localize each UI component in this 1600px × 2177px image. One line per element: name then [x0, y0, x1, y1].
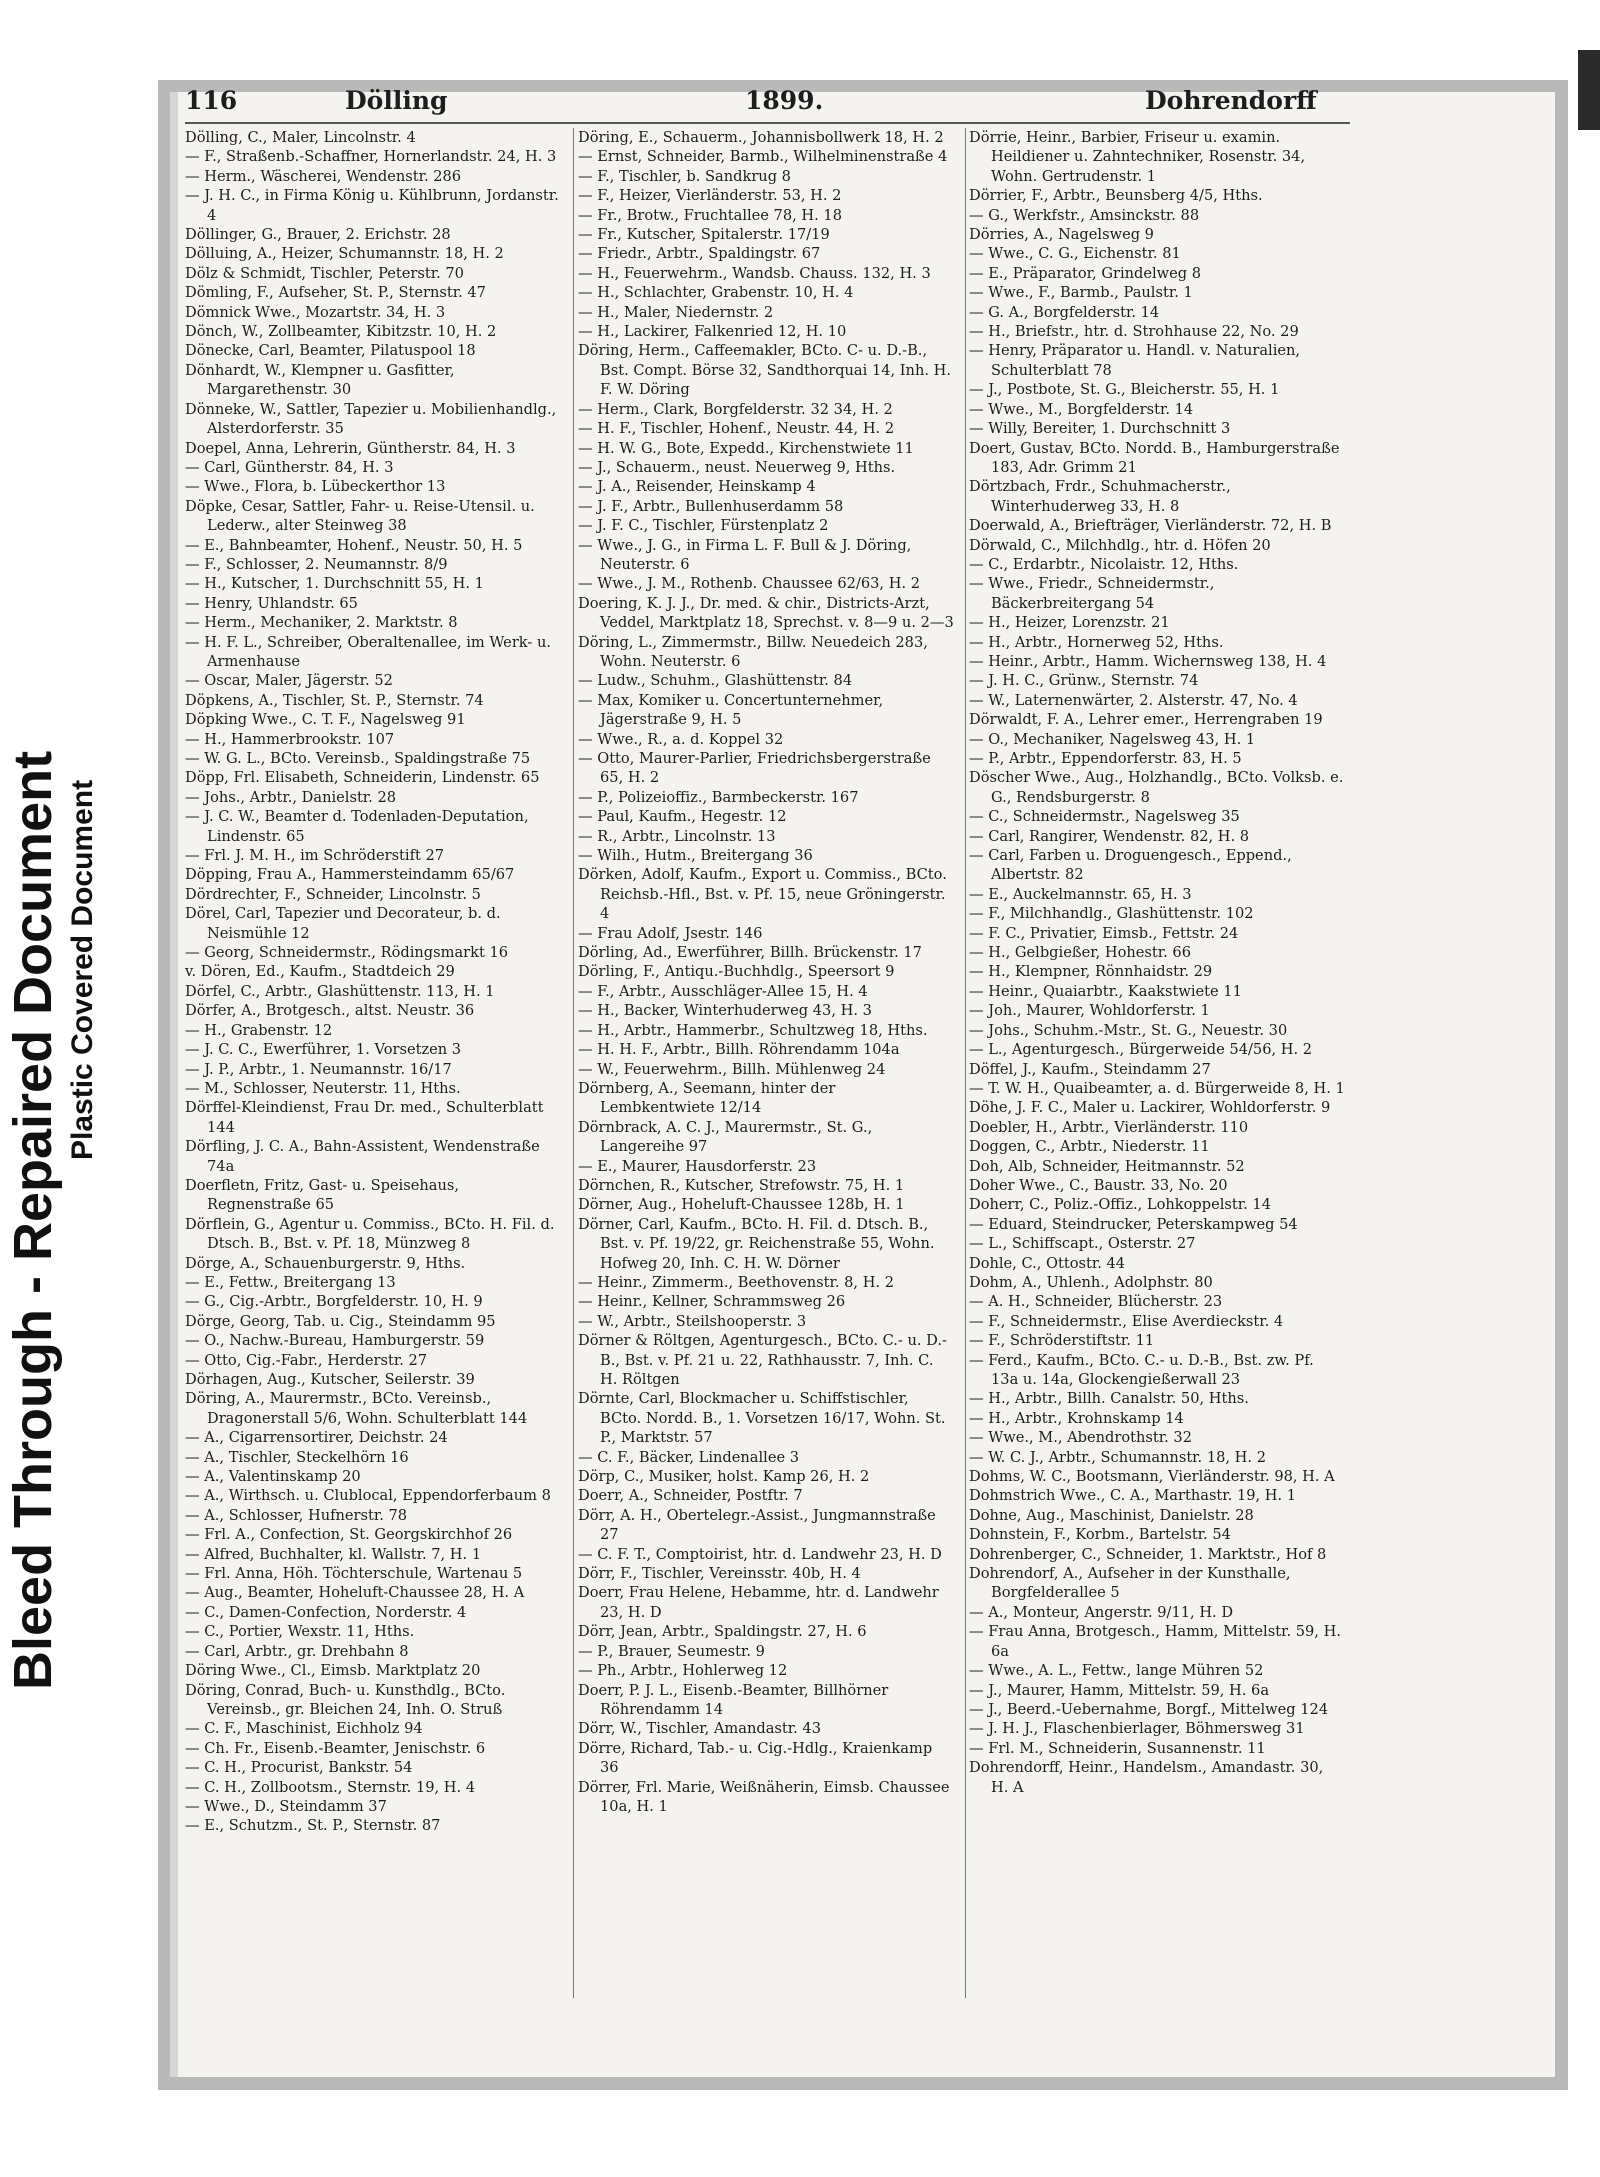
directory-entry: — H., Backer, Winterhuderweg 43, H. 3 [578, 1002, 872, 1020]
directory-entry: Doebler, H., Arbtr., Vierländerstr. 110 [969, 1118, 1249, 1136]
directory-entry: v. Dören, Ed., Kaufm., Stadtdeich 29 [185, 963, 455, 981]
directory-entry: Dönch, W., Zollbeamter, Kibitzstr. 10, H. 2 [185, 323, 497, 341]
directory-entry: Doepel, Anna, Lehrerin, Güntherstr. 84, H. 3 [185, 439, 516, 457]
directory-entry: Dörr, A. H., Obertelegr.-Assist., Jungmannstraße 27 [578, 1506, 936, 1544]
directory-entry: — W. G. L., BCto. Vereinsb., Spaldingstraße 75 [185, 750, 531, 767]
directory-entry: Dönneke, W., Sattler, Tapezier u. Mobilienhandlg., Alsterdorferstr. 35 [185, 400, 557, 438]
directory-entry: — J. F., Arbtr., Bullenhuserdamm 58 [578, 497, 844, 515]
directory-entry: Döffel, J., Kaufm., Steindamm 27 [969, 1060, 1211, 1078]
directory-entry: — H., Schlachter, Grabenstr. 10, H. 4 [578, 284, 854, 302]
directory-entry: — O., Nachw.-Bureau, Hamburgerstr. 59 [185, 1332, 485, 1350]
directory-entry: Dörnbrack, A. C. J., Maurermstr., St. G., Langereihe 97 [578, 1118, 873, 1156]
directory-entry: — H., Gelbgießer, Hohestr. 66 [969, 944, 1191, 962]
directory-entry: — Carl, Arbtr., gr. Drehbahn 8 [185, 1642, 409, 1660]
directory-entry: — H. H. F., Arbtr., Billh. Röhrendamm 104a [578, 1041, 900, 1059]
directory-entry: Dörre, Richard, Tab.- u. Cig.-Hdlg., Kraienkamp 36 [578, 1739, 933, 1777]
directory-entry: Dohne, Aug., Maschinist, Danielstr. 28 [969, 1506, 1254, 1524]
directory-entry: — J., Maurer, Hamm, Mittelstr. 59, H. 6a [969, 1681, 1270, 1699]
directory-entry: — T. W. H., Quaibeamter, a. d. Bürgerweide 8, H. 1 [969, 1079, 1345, 1097]
directory-entry: — E., Schutzm., St. P., Sternstr. 87 [185, 1817, 441, 1835]
directory-entry: — Frau Anna, Brotgesch., Hamm, Mittelstr. 59, H. 6a [969, 1623, 1341, 1660]
directory-entry: — Carl, Rangirer, Wendenstr. 82, H. 8 [969, 827, 1250, 845]
directory-entry: — Ch. Fr., Eisenb.-Beamter, Jenischstr. 6 [185, 1739, 486, 1757]
directory-entry: — F., Schlosser, 2. Neumannstr. 8/9 [185, 555, 448, 573]
directory-entry: — Wwe., F., Barmb., Paulstr. 1 [969, 284, 1193, 302]
header-rule [185, 122, 1350, 124]
directory-entry: — M., Schlosser, Neuterstr. 11, Hths. [185, 1079, 461, 1097]
directory-entry: — Herm., Mechaniker, 2. Marktstr. 8 [185, 614, 458, 632]
directory-entry: — Carl, Farben u. Droguengesch., Eppend., Albertstr. 82 [969, 847, 1292, 884]
directory-entry: — J. P., Arbtr., 1. Neumannstr. 16/17 [185, 1060, 452, 1078]
directory-entry: — W., Arbtr., Steilshooperstr. 3 [578, 1312, 807, 1330]
directory-entry: Dörling, F., Antiqu.-Buchhdlg., Speersort 9 [578, 963, 895, 981]
directory-entry: — E., Bahnbeamter, Hohenf., Neustr. 50, H. 5 [185, 536, 523, 554]
directory-entry: — C., Schneidermstr., Nagelsweg 35 [969, 808, 1240, 826]
directory-entry: — Johs., Arbtr., Danielstr. 28 [185, 788, 397, 806]
directory-entry: — H., Lackirer, Falkenried 12, H. 10 [578, 323, 847, 341]
directory-entry: — J. F. C., Tischler, Fürstenplatz 2 [578, 517, 829, 535]
directory-entry: — J. H. C., in Firma König u. Kühlbrunn, Jordanstr. 4 [185, 187, 559, 224]
directory-entry: — A., Cigarrensortirer, Deichstr. 24 [185, 1429, 448, 1447]
directory-entry: Döring, Herm., Caffeemakler, BCto. C- u. D.-B., Bst. Compt. Börse 32, Sandthorquai 14, Inh. H. F. W. Döring [578, 342, 951, 399]
directory-entry: — F., Schneidermstr., Elise Averdieckstr. 4 [969, 1312, 1284, 1330]
directory-entry: Dörnberg, A., Seemann, hinter der Lembkentwiete 12/14 [578, 1079, 836, 1117]
directory-entry: — A., Valentinskamp 20 [185, 1468, 361, 1486]
directory-entry: Döpking Wwe., C. T. F., Nagelsweg 91 [185, 711, 466, 729]
directory-entry: Döpping, Frau A., Hammersteindamm 65/67 [185, 866, 515, 884]
directory-entry: — A. H., Schneider, Blücherstr. 23 [969, 1293, 1223, 1311]
directory-entry: Dohmstrich Wwe., C. A., Marthastr. 19, H. 1 [969, 1487, 1297, 1505]
directory-entry: Dörflein, G., Agentur u. Commiss., BCto. H. Fil. d. Dtsch. B., Bst. v. Pf. 18, Münzweg 8 [185, 1215, 555, 1253]
directory-entry: — Paul, Kaufm., Hegestr. 12 [578, 808, 787, 826]
directory-entry: Dörner, Carl, Kaufm., BCto. H. Fil. d. Dtsch. B., Bst. v. Pf. 19/22, gr. Reichenstraße 55, Wohn. Hofweg 20, Inh. C. H. W. Dörner [578, 1215, 935, 1272]
directory-entry: — Frl. J. M. H., im Schröderstift 27 [185, 847, 445, 865]
directory-entry: Doher Wwe., C., Baustr. 33, No. 20 [969, 1176, 1228, 1194]
page-header [185, 86, 1350, 126]
directory-entry: Döring, Conrad, Buch- u. Kunsthdlg., BCto. Vereinsb., gr. Bleichen 24, Inh. O. Struß [185, 1681, 506, 1718]
directory-entry: Dörr, Jean, Arbtr., Spaldingstr. 27, H. 6 [578, 1623, 867, 1641]
directory-entry: Dohrenberger, C., Schneider, 1. Marktstr., Hof 8 [969, 1545, 1327, 1563]
directory-columns [185, 128, 1355, 2028]
directory-entry: — J. C. C., Ewerführer, 1. Vorsetzen 3 [185, 1041, 462, 1059]
right-running-head: Dohrendorff [1145, 86, 1317, 115]
directory-entry: — C. H., Zollbootsm., Sternstr. 19, H. 4 [185, 1778, 476, 1796]
directory-entry: Dölz & Schmidt, Tischler, Peterstr. 70 [185, 264, 464, 282]
directory-entry: Dörner, Aug., Hoheluft-Chaussee 128b, H. 1 [578, 1196, 905, 1214]
directory-entry: Dörrer, Frl. Marie, Weißnäherin, Eimsb. Chaussee 10a, H. 1 [578, 1778, 950, 1815]
directory-entry: Doerr, Frau Helene, Hebamme, htr. d. Landwehr 23, H. D [578, 1584, 939, 1621]
directory-entry: — J. H. J., Flaschenbierlager, Böhmersweg 31 [969, 1720, 1305, 1738]
directory-entry: — J. A., Reisender, Heinskamp 4 [578, 478, 816, 496]
directory-entry: Döpke, Cesar, Sattler, Fahr- u. Reise-Utensil. u. Lederw., alter Steinweg 38 [185, 497, 535, 535]
directory-entry: — Heinr., Quaiarbtr., Kaakstwiete 11 [969, 982, 1242, 1000]
directory-entry: — Georg, Schneidermstr., Rödingsmarkt 16 [185, 944, 509, 962]
directory-entry: — Alfred, Buchhalter, kl. Wallstr. 7, H. 1 [185, 1545, 482, 1563]
directory-entry: — Otto, Maurer-Parlier, Friedrichsbergerstraße 65, H. 2 [578, 750, 931, 787]
directory-entry: — J. C. W., Beamter d. Todenladen-Deputation, Lindenstr. 65 [185, 808, 529, 845]
directory-entry: — Joh., Maurer, Wohldorferstr. 1 [969, 1002, 1210, 1020]
directory-entry: — Otto, Cig.-Fabr., Herderstr. 27 [185, 1351, 428, 1369]
directory-entry: — F., Straßenb.-Schaffner, Hornerlandstr. 24, H. 3 [185, 148, 557, 166]
directory-entry: — Ph., Arbtr., Hohlerweg 12 [578, 1662, 788, 1680]
directory-entry: — H., Kutscher, 1. Durchschnitt 55, H. 1 [185, 575, 484, 593]
directory-entry: Dörnte, Carl, Blockmacher u. Schiffstischler, BCto. Nordd. B., 1. Vorsetzen 16/17, Wohn. St. P., Marktstr. 57 [578, 1390, 946, 1447]
directory-entry: — Wwe., M., Abendrothstr. 32 [969, 1429, 1192, 1447]
directory-entry: Dörfer, A., Brotgesch., altst. Neustr. 36 [185, 1002, 475, 1020]
directory-entry: Dörfling, J. C. A., Bahn-Assistent, Wendenstraße 74a [185, 1138, 540, 1175]
directory-entry: — Herm., Clark, Borgfelderstr. 32 34, H. 2 [578, 400, 893, 418]
directory-entry: — Henry, Präparator u. Handl. v. Naturalien, Schulterblatt 78 [969, 342, 1301, 379]
directory-entry: — Frl. Anna, Höh. Töchterschule, Wartenau 5 [185, 1565, 523, 1583]
directory-entry: — H., Feuerwehrm., Wandsb. Chauss. 132, H. 3 [578, 264, 931, 282]
directory-entry: Döring Wwe., Cl., Eimsb. Marktplatz 20 [185, 1662, 481, 1680]
directory-entry: — Wilh., Hutm., Breitergang 36 [578, 847, 813, 865]
directory-entry: Dörtzbach, Frdr., Schuhmacherstr., Winterhuderweg 33, H. 8 [969, 478, 1231, 515]
directory-entry: Doering, K. J. J., Dr. med. & chir., Districts-Arzt, Veddel, Marktplatz 18, Sprechst. v. 8—9 u. 2—3 [578, 594, 954, 632]
directory-entry: Dohrendorff, Heinr., Handelsm., Amandastr. 30, H. A [969, 1759, 1324, 1796]
directory-entry: — Frau Adolf, Jsestr. 146 [578, 924, 763, 942]
directory-entry: Döllinger, G., Brauer, 2. Erichstr. 28 [185, 226, 451, 244]
directory-entry: — R., Arbtr., Lincolnstr. 13 [578, 827, 776, 845]
page-number: 116 [185, 86, 238, 115]
directory-entry: — Eduard, Steindrucker, Peterskampweg 54 [969, 1215, 1298, 1233]
directory-entry: — C., Portier, Wexstr. 11, Hths. [185, 1623, 415, 1641]
directory-entry: — Ernst, Schneider, Barmb., Wilhelminenstraße 4 [578, 148, 948, 166]
directory-entry: — Wwe., Friedr., Schneidermstr., Bäckerbreitergang 54 [969, 575, 1215, 612]
directory-entry: Doh, Alb, Schneider, Heitmannstr. 52 [969, 1157, 1245, 1175]
directory-entry: — Ludw., Schuhm., Glashüttenstr. 84 [578, 672, 853, 690]
directory-entry: — Frl. M., Schneiderin, Susannenstr. 11 [969, 1739, 1266, 1757]
directory-entry: Dörries, A., Nagelsweg 9 [969, 226, 1154, 244]
directory-entry: Dörling, Ad., Ewerführer, Billh. Brückenstr. 17 [578, 944, 922, 962]
directory-entry: — H., Hammerbrookstr. 107 [185, 730, 395, 748]
directory-entry: Dohms, W. C., Bootsmann, Vierländerstr. 98, H. A [969, 1468, 1335, 1486]
directory-entry: Dörffel-Kleindienst, Frau Dr. med., Schulterblatt 144 [185, 1099, 544, 1136]
directory-entry: Dönhardt, W., Klempner u. Gasfitter, Margarethenstr. 30 [185, 361, 455, 399]
directory-entry: Döring, E., Schauerm., Johannisbollwerk 18, H. 2 [578, 129, 944, 146]
directory-entry: — W., Feuerwehrm., Billh. Mühlenweg 24 [578, 1060, 886, 1078]
directory-entry: Döhe, J. F. C., Maler u. Lackirer, Wohldorferstr. 9 [969, 1099, 1331, 1117]
directory-entry: Dörr, F., Tischler, Vereinsstr. 40b, H. 4 [578, 1565, 861, 1583]
directory-entry: Doerfletn, Fritz, Gast- u. Speisehaus, Regnenstraße 65 [185, 1176, 459, 1214]
directory-entry: — Wwe., J. G., in Firma L. F. Bull & J. Döring, Neuterstr. 6 [578, 536, 912, 573]
directory-entry: — E., Fettw., Breitergang 13 [185, 1273, 396, 1291]
directory-entry: Dörner & Röltgen, Agenturgesch., BCto. C.- u. D.-B., Bst. v. Pf. 21 u. 22, Rathhausstr. 7, Inh. C. H. Röltgen [578, 1332, 947, 1388]
directory-entry: — L., Schiffscapt., Osterstr. 27 [969, 1235, 1196, 1253]
directory-entry: — J., Beerd.-Uebernahme, Borgf., Mittelweg 124 [969, 1700, 1329, 1718]
directory-entry: — H. F. L., Schreiber, Oberaltenallee, im Werk- u. Armenhause [185, 633, 551, 670]
directory-entry: — F., Tischler, b. Sandkrug 8 [578, 167, 791, 185]
column-2 [578, 128, 954, 2028]
directory-entry: Döscher Wwe., Aug., Holzhandlg., BCto. Volksb. e. G., Rendsburgerstr. 8 [969, 769, 1344, 806]
directory-entry: Dörge, Georg, Tab. u. Cig., Steindamm 95 [185, 1312, 496, 1330]
directory-entry: Doggen, C., Arbtr., Niederstr. 11 [969, 1138, 1210, 1156]
directory-entry: Doherr, C., Poliz.-Offiz., Lohkoppelstr. 14 [969, 1196, 1271, 1214]
directory-entry: Döpkens, A., Tischler, St. P., Sternstr. 74 [185, 691, 484, 709]
directory-entry: — Wwe., J. M., Rothenb. Chaussee 62/63, H. 2 [578, 575, 921, 593]
directory-entry: — O., Mechaniker, Nagelsweg 43, H. 1 [969, 730, 1256, 748]
directory-entry: — G., Werkfstr., Amsinckstr. 88 [969, 206, 1200, 224]
directory-entry: — Friedr., Arbtr., Spaldingstr. 67 [578, 245, 821, 263]
scan-overlay-label [0, 0, 160, 2177]
directory-entry: — A., Schlosser, Hufnerstr. 78 [185, 1506, 408, 1524]
directory-entry: — Oscar, Maler, Jägerstr. 52 [185, 672, 393, 690]
directory-entry: Dölluing, A., Heizer, Schumannstr. 18, H. 2 [185, 245, 504, 263]
directory-entry: — W. C. J., Arbtr., Schumannstr. 18, H. 2 [969, 1448, 1266, 1466]
directory-entry: — Heinr., Arbtr., Hamm. Wichernsweg 138, H. 4 [969, 652, 1327, 670]
directory-entry: Dohm, A., Uhlenh., Adolphstr. 80 [969, 1273, 1213, 1291]
directory-entry: — Willy, Bereiter, 1. Durchschnitt 3 [969, 420, 1231, 438]
directory-entry: — Max, Komiker u. Concertunternehmer, Jägerstraße 9, H. 5 [578, 691, 884, 729]
directory-entry: Dölling, C., Maler, Lincolnstr. 4 [185, 129, 416, 146]
year-heading: 1899. [745, 86, 824, 115]
left-running-head: Dölling [345, 86, 448, 115]
directory-entry: — Wwe., M., Borgfelderstr. 14 [969, 400, 1194, 418]
directory-entry: Dörrier, F., Arbtr., Beunsberg 4/5, Hths. [969, 187, 1263, 205]
directory-entry: — E., Maurer, Hausdorferstr. 23 [578, 1157, 817, 1175]
directory-entry: — A., Wirthsch. u. Clublocal, Eppendorferbaum 8 [185, 1487, 551, 1505]
directory-entry: Dönecke, Carl, Beamter, Pilatuspool 18 [185, 342, 476, 360]
directory-entry: — A., Tischler, Steckelhörn 16 [185, 1448, 409, 1466]
directory-entry: — W., Laternenwärter, 2. Alsterstr. 47, No. 4 [969, 691, 1298, 709]
column-1 [185, 128, 561, 2028]
directory-entry: — Fr., Kutscher, Spitalerstr. 17/19 [578, 226, 830, 244]
directory-entry: — H., Arbtr., Hammerbr., Schultzweg 18, Hths. [578, 1021, 928, 1039]
directory-entry: — F., Heizer, Vierländerstr. 53, H. 2 [578, 187, 842, 205]
directory-entry: — H. F., Tischler, Hohenf., Neustr. 44, H. 2 [578, 420, 895, 438]
overlay-line-1: Bleed Through - Repaired Document [3, 750, 63, 1690]
directory-entry: — H., Arbtr., Billh. Canalstr. 50, Hths. [969, 1390, 1249, 1408]
directory-entry: Doerr, P. J. L., Eisenb.-Beamter, Billhörner Röhrendamm 14 [578, 1681, 889, 1718]
directory-entry: — Wwe., A. L., Fettw., lange Mühren 52 [969, 1662, 1264, 1680]
overlay-line-2: Plastic Covered Document [66, 779, 99, 1160]
directory-entry: — C., Damen-Confection, Norderstr. 4 [185, 1603, 467, 1621]
directory-entry: Dörwaldt, F. A., Lehrer emer., Herrengraben 19 [969, 711, 1323, 729]
directory-entry: — Herm., Wäscherei, Wendenstr. 286 [185, 167, 462, 185]
directory-entry: Döring, L., Zimmermstr., Billw. Neuedeich 283, Wohn. Neuterstr. 6 [578, 633, 928, 670]
directory-entry: — Wwe., R., a. d. Koppel 32 [578, 730, 784, 748]
directory-entry: Dömling, F., Aufseher, St. P., Sternstr. 47 [185, 284, 486, 302]
directory-entry: — H., Arbtr., Hornerweg 52, Hths. [969, 633, 1224, 651]
directory-entry: Döpp, Frl. Elisabeth, Schneiderin, Lindenstr. 65 [185, 769, 540, 787]
directory-entry: Dörfel, C., Arbtr., Glashüttenstr. 113, H. 1 [185, 982, 495, 1000]
directory-entry: Dörge, A., Schauenburgerstr. 9, Hths. [185, 1254, 466, 1272]
directory-entry: — F. C., Privatier, Eimsb., Fettstr. 24 [969, 924, 1239, 942]
directory-entry: Dohnstein, F., Korbm., Bartelstr. 54 [969, 1526, 1231, 1544]
directory-entry: — F., Arbtr., Ausschläger-Allee 15, H. 4 [578, 982, 868, 1000]
directory-entry: Dörwald, C., Milchhdlg., htr. d. Höfen 20 [969, 536, 1271, 554]
directory-entry: Dörhagen, Aug., Kutscher, Seilerstr. 39 [185, 1371, 475, 1388]
directory-entry: — A., Monteur, Angerstr. 9/11, H. D [969, 1603, 1234, 1621]
directory-entry: Dördrechter, F., Schneider, Lincolnstr. 5 [185, 885, 481, 903]
directory-entry: Doerr, A., Schneider, Postftr. 7 [578, 1487, 803, 1505]
book-edge [1578, 50, 1600, 130]
directory-entry: — H., Klempner, Rönnhaidstr. 29 [969, 963, 1213, 981]
directory-entry: — Carl, Güntherstr. 84, H. 3 [185, 458, 394, 476]
directory-entry: Dörnchen, R., Kutscher, Strefowstr. 75, H. 1 [578, 1176, 905, 1194]
directory-entry: — Henry, Uhlandstr. 65 [185, 594, 358, 612]
directory-entry: — G., Cig.-Arbtr., Borgfelderstr. 10, H. 9 [185, 1293, 483, 1311]
directory-entry: — Ferd., Kaufm., BCto. C.- u. D.-B., Bst. zw. Pf. 13a u. 14a, Glockengießerwall 23 [969, 1351, 1314, 1388]
directory-entry: — H. W. G., Bote, Expedd., Kirchenstwiete 11 [578, 439, 914, 457]
directory-entry: — E., Präparator, Grindelweg 8 [969, 264, 1202, 282]
directory-entry: Doerwald, A., Briefträger, Vierländerstr. 72, H. B [969, 517, 1332, 535]
directory-entry: Dörr, W., Tischler, Amandastr. 43 [578, 1720, 821, 1738]
directory-entry: — C. F., Bäcker, Lindenallee 3 [578, 1448, 800, 1466]
directory-entry: — P., Brauer, Seumestr. 9 [578, 1642, 765, 1660]
directory-entry: Döring, A., Maurermstr., BCto. Vereinsb., Dragonerstall 5/6, Wohn. Schulterblatt 144 [185, 1390, 528, 1427]
directory-entry: Dörp, C., Musiker, holst. Kamp 26, H. 2 [578, 1468, 870, 1486]
directory-entry: — Wwe., D., Steindamm 37 [185, 1797, 387, 1815]
directory-entry: — C. F., Maschinist, Eichholz 94 [185, 1720, 423, 1738]
directory-entry: — H., Grabenstr. 12 [185, 1021, 333, 1039]
directory-entry: — Wwe., C. G., Eichenstr. 81 [969, 245, 1181, 263]
directory-entry: — H., Briefstr., htr. d. Strohhause 22, No. 29 [969, 323, 1299, 341]
directory-entry: — J. H. C., Grünw., Sternstr. 74 [969, 672, 1199, 690]
directory-entry: Dohrendorf, A., Aufseher in der Kunsthalle, Borgfelderallee 5 [969, 1565, 1291, 1602]
directory-entry: — C. H., Procurist, Bankstr. 54 [185, 1759, 413, 1777]
directory-entry: — Aug., Beamter, Hoheluft-Chaussee 28, H. A [185, 1584, 525, 1602]
directory-entry: — H., Maler, Niedernstr. 2 [578, 303, 774, 321]
directory-entry: Doert, Gustav, BCto. Nordd. B., Hamburgerstraße 183, Adr. Grimm 21 [969, 439, 1340, 476]
directory-entry: — G. A., Borgfelderstr. 14 [969, 303, 1160, 321]
directory-entry: — C. F. T., Comptoirist, htr. d. Landwehr 23, H. D [578, 1545, 942, 1563]
directory-entry: — E., Auckelmannstr. 65, H. 3 [969, 885, 1192, 903]
directory-entry: — H., Heizer, Lorenzstr. 21 [969, 614, 1170, 632]
directory-entry: — F., Milchhandlg., Glashüttenstr. 102 [969, 905, 1254, 923]
directory-entry: — Heinr., Kellner, Schrammsweg 26 [578, 1293, 846, 1311]
directory-entry: — Wwe., Flora, b. Lübeckerthor 13 [185, 478, 446, 496]
directory-entry: — P., Arbtr., Eppendorferstr. 83, H. 5 [969, 750, 1242, 767]
directory-entry: — Johs., Schuhm.-Mstr., St. G., Neuestr. 30 [969, 1021, 1288, 1039]
directory-entry: — P., Polizeioffiz., Barmbeckerstr. 167 [578, 788, 859, 806]
directory-entry: — J., Schauerm., neust. Neuerweg 9, Hths. [578, 458, 896, 476]
directory-entry: — F., Schröderstiftstr. 11 [969, 1332, 1155, 1350]
directory-entry: Dohle, C., Ottostr. 44 [969, 1254, 1126, 1272]
column-3 [969, 128, 1345, 2028]
directory-entry: Dörrie, Heinr., Barbier, Friseur u. examin. Heildiener u. Zahntechniker, Rosenstr. 34, Wohn. Gertrudenstr. 1 [969, 129, 1306, 185]
directory-entry: — Frl. A., Confection, St. Georgskirchhof 26 [185, 1526, 513, 1544]
directory-entry: — J., Postbote, St. G., Bleicherstr. 55, H. 1 [969, 381, 1280, 399]
directory-entry: — L., Agenturgesch., Bürgerweide 54/56, H. 2 [969, 1041, 1313, 1059]
directory-entry: — Fr., Brotw., Fruchtallee 78, H. 18 [578, 206, 842, 224]
directory-entry: — Heinr., Zimmerm., Beethovenstr. 8, H. 2 [578, 1273, 894, 1291]
directory-entry: — H., Arbtr., Krohnskamp 14 [969, 1409, 1184, 1427]
directory-entry: Dörken, Adolf, Kaufm., Export u. Commiss., BCto. Reichsb.-Hfl., Bst. v. Pf. 15, neue Gröningerstr. 4 [578, 866, 947, 923]
directory-entry: Dömnick Wwe., Mozartstr. 34, H. 3 [185, 303, 446, 321]
directory-entry: — C., Erdarbtr., Nicolaistr. 12, Hths. [969, 555, 1239, 573]
directory-entry: Dörel, Carl, Tapezier und Decorateur, b. d. Neismühle 12 [185, 905, 501, 942]
